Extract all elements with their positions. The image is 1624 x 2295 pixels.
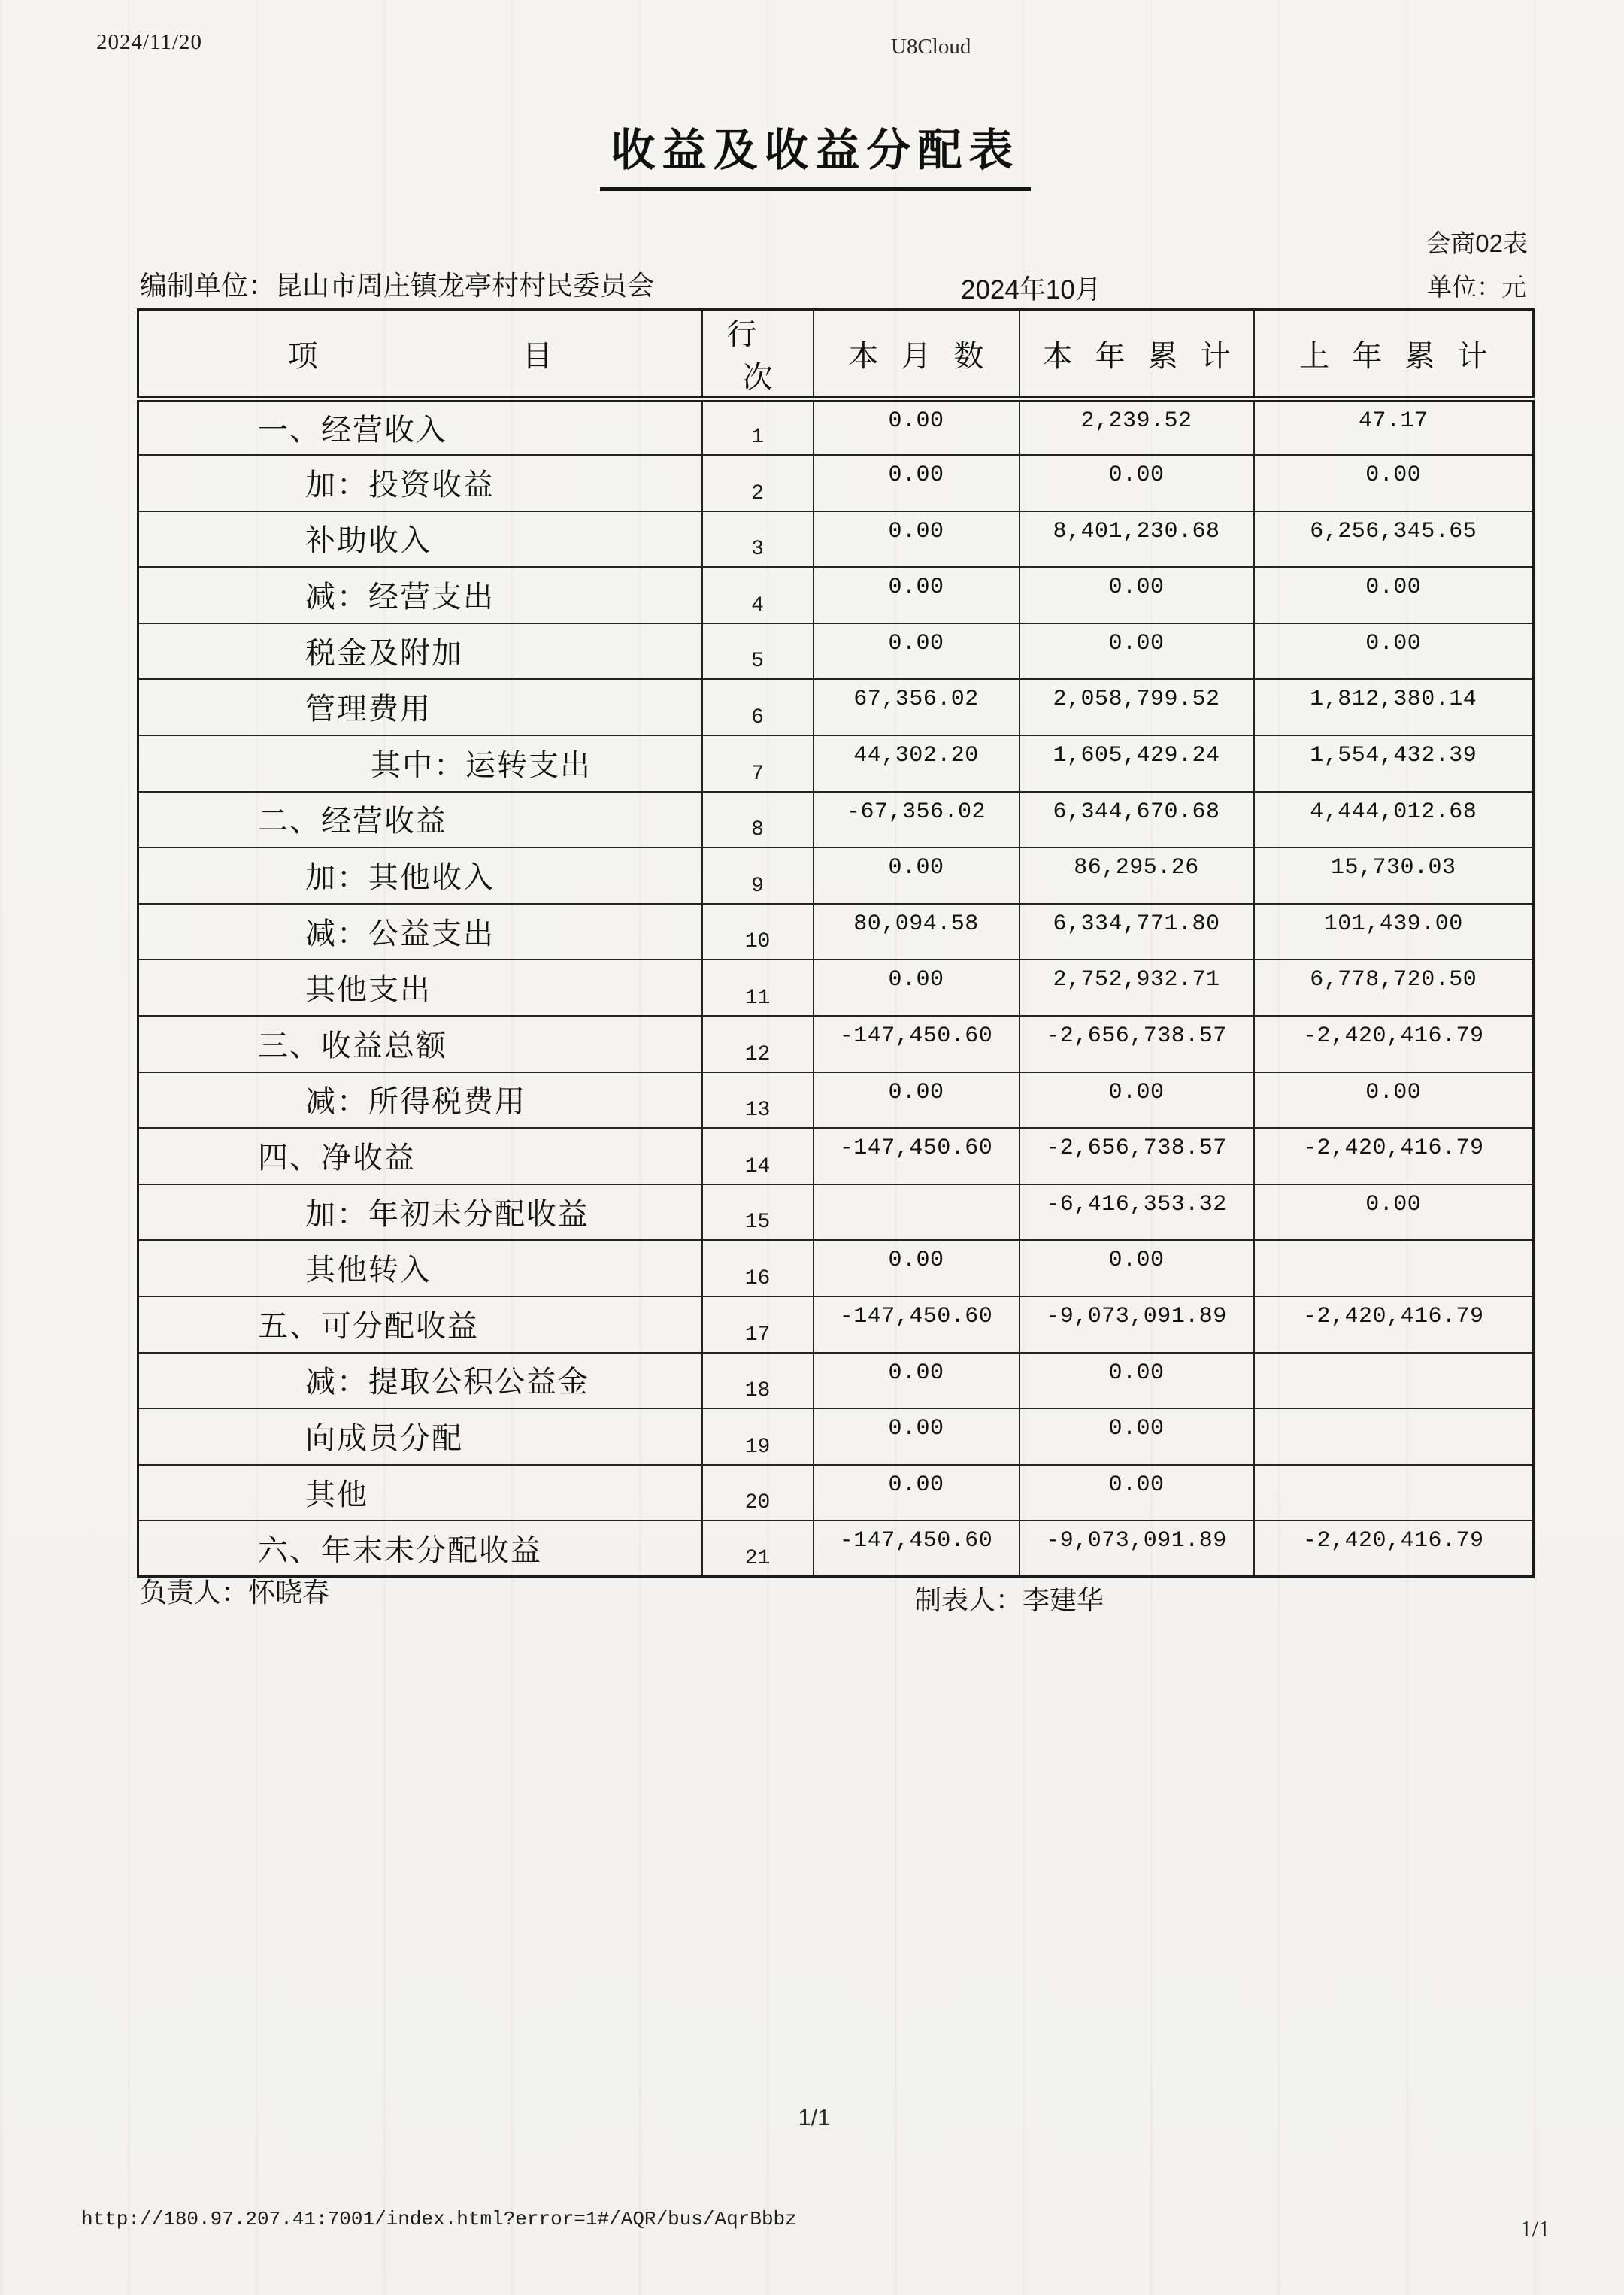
row-year-to-date-value: 2,239.52: [1020, 399, 1254, 456]
row-current-month-value: -67,356.02: [814, 792, 1020, 848]
row-year-to-date-value: 2,752,932.71: [1020, 960, 1254, 1016]
prepared-by-value: 昆山市周庄镇龙亭村村民委员会: [275, 270, 655, 301]
row-item-label: 向成员分配: [138, 1408, 702, 1465]
row-number: 7: [702, 735, 814, 792]
table-row: [138, 792, 1534, 848]
column-header-year-to-date: [1020, 310, 1254, 399]
table-row: [138, 960, 1534, 1016]
row-item-label: 五、可分配收益: [138, 1296, 702, 1353]
row-prev-year-value: [1254, 1240, 1534, 1296]
preparer-label: 制表人：: [914, 1584, 1023, 1615]
row-number: 19: [702, 1408, 814, 1465]
row-year-to-date-value: 1,605,429.24: [1020, 735, 1254, 792]
table-row: [138, 1296, 1534, 1353]
row-year-to-date-value: 2,058,799.52: [1020, 679, 1254, 735]
row-item-label: 减：经营支出: [138, 567, 702, 623]
responsible-person-name: 怀晓春: [248, 1577, 330, 1608]
row-current-month-value: 80,094.58: [814, 904, 1020, 960]
column-header-item: [138, 310, 757, 399]
table-row: [138, 399, 1534, 456]
table-body: [138, 399, 1534, 1577]
table-row: [138, 679, 1534, 735]
row-item-label: 一、经营收入: [138, 399, 702, 456]
form-code: 会商02表: [1426, 229, 1528, 257]
row-item-label: 其他转入: [138, 1240, 702, 1296]
table-row: [138, 1016, 1534, 1072]
row-current-month-value: 0.00: [814, 847, 1020, 904]
row-number: 4: [702, 567, 814, 623]
report-period: 2024年10月: [961, 275, 1101, 305]
row-current-month-value: 0.00: [814, 1072, 1020, 1129]
row-number: 11: [702, 960, 814, 1016]
column-header-prev-year-label: 上年累计: [1299, 339, 1510, 373]
row-year-to-date-value: 0.00: [1020, 1408, 1254, 1465]
row-year-to-date-value: 6,344,670.68: [1020, 792, 1254, 848]
row-current-month-value: -147,450.60: [814, 1016, 1020, 1072]
table-row: [138, 1353, 1534, 1409]
table-row: [138, 455, 1534, 511]
row-item-label: 加：年初未分配收益: [138, 1184, 702, 1241]
row-item-label: 税金及附加: [138, 623, 702, 680]
prepared-by: [140, 265, 654, 303]
title-wrap: [0, 114, 1624, 191]
row-prev-year-value: -2,420,416.79: [1254, 1296, 1534, 1353]
row-current-month-value: 0.00: [814, 1465, 1020, 1521]
row-prev-year-value: -2,420,416.79: [1254, 1128, 1534, 1184]
row-item-label: 减：提取公积公益金: [138, 1353, 702, 1409]
row-prev-year-value: 1,554,432.39: [1254, 735, 1534, 792]
table-row: [138, 567, 1534, 623]
row-prev-year-value: 1,812,380.14: [1254, 679, 1534, 735]
column-header-current-month-label: 本月数: [848, 339, 1007, 373]
unit-label: 单位：: [1427, 273, 1501, 301]
table-row: [138, 1072, 1534, 1129]
income-distribution-table: [137, 308, 1535, 1578]
row-item-label: 四、净收益: [138, 1128, 702, 1184]
row-current-month-value: 44,302.20: [814, 735, 1020, 792]
row-prev-year-value: -2,420,416.79: [1254, 1016, 1534, 1072]
row-current-month-value: 67,356.02: [814, 679, 1020, 735]
row-year-to-date-value: -9,073,091.89: [1020, 1520, 1254, 1577]
row-prev-year-value: [1254, 1465, 1534, 1521]
table-header: [138, 310, 1534, 399]
preparer-name: 李建华: [1023, 1584, 1104, 1615]
row-item-label: 管理费用: [138, 679, 702, 735]
table-row: [138, 904, 1534, 960]
row-year-to-date-value: 6,334,771.80: [1020, 904, 1254, 960]
row-year-to-date-value: 86,295.26: [1020, 847, 1254, 904]
table-row: [138, 1408, 1534, 1465]
preparer: [914, 1579, 1104, 1617]
source-url: http://180.97.207.41:7001/index.html?error=1#/AQR/bus/AqrBbbz: [81, 2208, 797, 2230]
row-year-to-date-value: 0.00: [1020, 1240, 1254, 1296]
row-current-month-value: 0.00: [814, 567, 1020, 623]
row-prev-year-value: [1254, 1353, 1534, 1409]
row-number: 12: [702, 1016, 814, 1072]
responsible-person-label: 负责人：: [140, 1577, 249, 1608]
row-current-month-value: 0.00: [814, 960, 1020, 1016]
table-row: [138, 511, 1534, 568]
row-year-to-date-value: -6,416,353.32: [1020, 1184, 1254, 1241]
table-row: [138, 1520, 1534, 1577]
row-current-month-value: 0.00: [814, 399, 1020, 456]
row-current-month-value: 0.00: [814, 623, 1020, 680]
row-current-month-value: -147,450.60: [814, 1520, 1020, 1577]
row-item-label: 三、收益总额: [138, 1016, 702, 1072]
row-prev-year-value: 6,778,720.50: [1254, 960, 1534, 1016]
row-year-to-date-value: -2,656,738.57: [1020, 1128, 1254, 1184]
row-prev-year-value: 47.17: [1254, 399, 1534, 456]
row-current-month-value: 0.00: [814, 1353, 1020, 1409]
row-year-to-date-value: 0.00: [1020, 623, 1254, 680]
row-year-to-date-value: 0.00: [1020, 455, 1254, 511]
row-current-month-value: 0.00: [814, 455, 1020, 511]
row-prev-year-value: 4,444,012.68: [1254, 792, 1534, 848]
row-item-label: 其他: [138, 1465, 702, 1521]
row-item-label: 加：其他收入: [138, 847, 702, 904]
table-row: [138, 847, 1534, 904]
row-number: 2: [702, 455, 814, 511]
row-number: 15: [702, 1184, 814, 1241]
row-current-month-value: 0.00: [814, 1408, 1020, 1465]
column-header-current-month: [814, 310, 1020, 399]
row-item-label: 补助收入: [138, 511, 702, 568]
row-year-to-date-value: 0.00: [1020, 567, 1254, 623]
row-number: 13: [702, 1072, 814, 1129]
row-item-label: 减：公益支出: [138, 904, 702, 960]
table-row: [138, 1465, 1534, 1521]
row-prev-year-value: 0.00: [1254, 455, 1534, 511]
row-current-month-value: -147,450.60: [814, 1128, 1020, 1184]
row-year-to-date-value: -2,656,738.57: [1020, 1016, 1254, 1072]
row-prev-year-value: 0.00: [1254, 1072, 1534, 1129]
row-current-month-value: -147,450.60: [814, 1296, 1020, 1353]
row-number: 20: [702, 1465, 814, 1521]
table-row: [138, 1128, 1534, 1184]
row-year-to-date-value: 0.00: [1020, 1072, 1254, 1129]
row-prev-year-value: -2,420,416.79: [1254, 1520, 1534, 1577]
row-item-label: 二、经营收益: [138, 792, 702, 848]
row-prev-year-value: 6,256,345.65: [1254, 511, 1534, 568]
row-number: 17: [702, 1296, 814, 1353]
row-item-label: 其中：运转支出: [138, 735, 702, 792]
table-row: [138, 623, 1534, 680]
row-current-month-value: [814, 1184, 1020, 1241]
responsible-person: [140, 1572, 329, 1610]
unit-value: 元: [1501, 273, 1526, 301]
row-item-label: 减：所得税费用: [138, 1072, 702, 1129]
row-prev-year-value: 15,730.03: [1254, 847, 1534, 904]
prepared-by-label: 编制单位：: [140, 270, 276, 301]
row-number: 21: [702, 1520, 814, 1577]
row-number: 10: [702, 904, 814, 960]
column-header-item-label: 项目: [287, 339, 757, 373]
table-header-row: [138, 310, 1534, 399]
row-current-month-value: 0.00: [814, 1240, 1020, 1296]
unit-of-measure: [1427, 268, 1526, 303]
row-number: 18: [702, 1353, 814, 1409]
row-prev-year-value: 101,439.00: [1254, 904, 1534, 960]
row-year-to-date-value: -9,073,091.89: [1020, 1296, 1254, 1353]
row-number: 5: [702, 623, 814, 680]
page-indicator-center: 1/1: [798, 2104, 831, 2130]
report-title: 收益及收益分配表: [600, 114, 1030, 191]
row-item-label: 六、年末未分配收益: [138, 1520, 702, 1577]
row-number: 1: [702, 399, 814, 456]
row-number: 6: [702, 679, 814, 735]
app-name: U8Cloud: [891, 35, 971, 59]
row-number: 3: [702, 511, 814, 568]
column-header-row-no-label: 行次: [726, 318, 804, 394]
row-number: 8: [702, 792, 814, 848]
row-item-label: 其他支出: [138, 960, 702, 1016]
row-prev-year-value: 0.00: [1254, 1184, 1534, 1241]
row-prev-year-value: 0.00: [1254, 567, 1534, 623]
column-header-year-to-date-label: 本年累计: [1042, 339, 1253, 373]
row-year-to-date-value: 0.00: [1020, 1465, 1254, 1521]
column-header-prev-year: [1254, 310, 1534, 399]
row-year-to-date-value: 8,401,230.68: [1020, 511, 1254, 568]
row-prev-year-value: 0.00: [1254, 623, 1534, 680]
row-number: 16: [702, 1240, 814, 1296]
row-item-label: 加：投资收益: [138, 455, 702, 511]
row-prev-year-value: [1254, 1408, 1534, 1465]
table-row: [138, 735, 1534, 792]
row-current-month-value: 0.00: [814, 511, 1020, 568]
table-row: [138, 1184, 1534, 1241]
row-year-to-date-value: 0.00: [1020, 1353, 1254, 1409]
row-number: 9: [702, 847, 814, 904]
row-number: 14: [702, 1128, 814, 1184]
page-number-bottom: 1/1: [1520, 2215, 1550, 2242]
table-row: [138, 1240, 1534, 1296]
print-date: 2024/11/20: [96, 30, 203, 54]
